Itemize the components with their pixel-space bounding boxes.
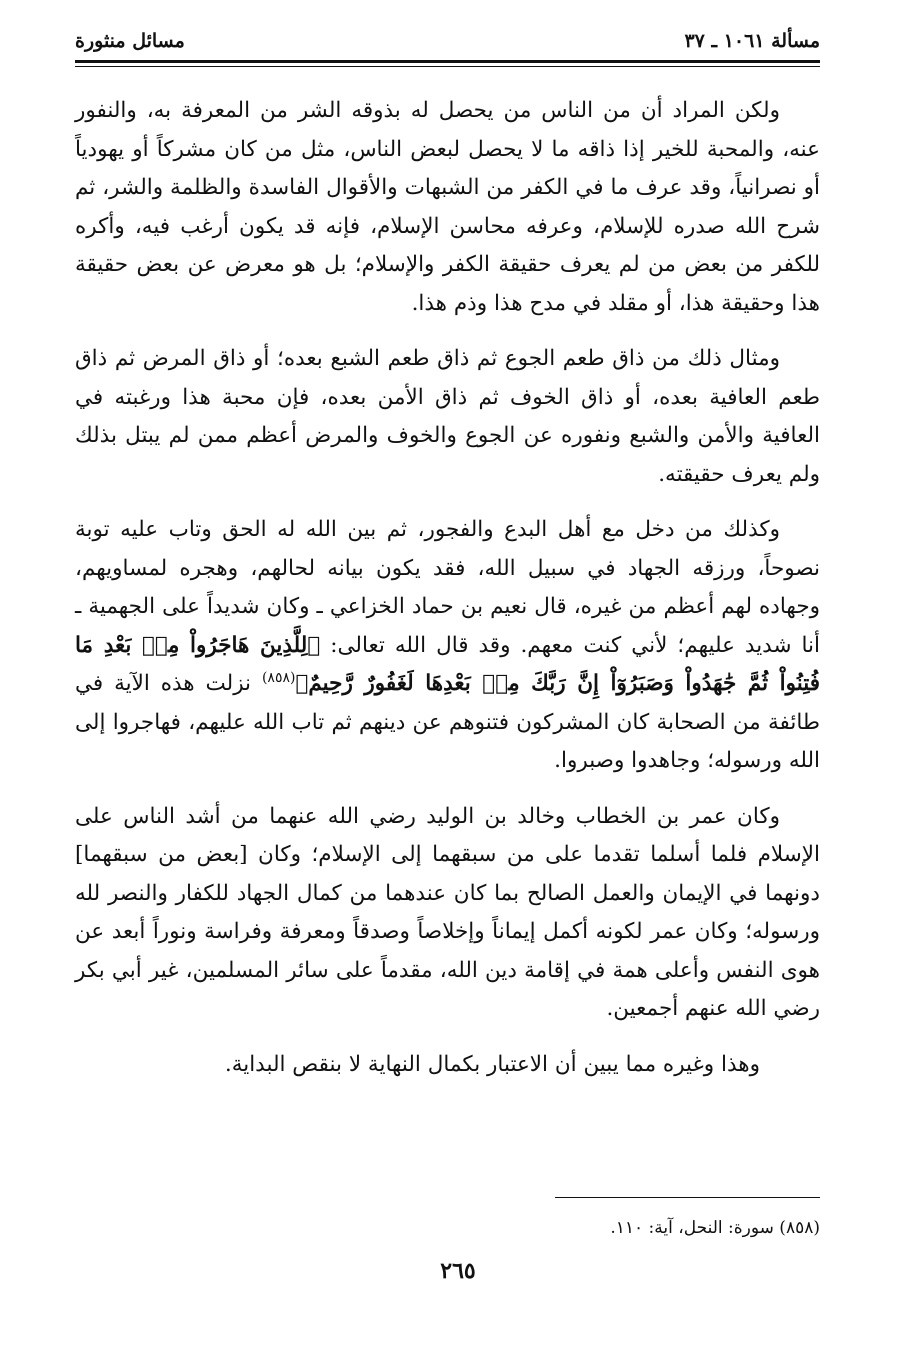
- quran-verse: ﴿لِلَّذِينَ هَاجَرُواْ مِنۢ بَعْدِ مَا فُتِنُواْ ثُمَّ جَٰهَدُواْ وَصَبَرُوٓاْ إِنَّ رَبَّكَ مِنۢ بَعْدِهَا لَغَفُورٌ رَّحِيمٌ﴾: [75, 632, 820, 696]
- main-text: [75, 92, 820, 1101]
- paragraph-3-intro: وكذلك من دخل مع أهل البدع والفجور، ثم بين الله له الحق وتاب عليه توبة نصوحاً، ورزقه الجهاد في سبيل الله، فقد يكون بيانه لحالهم، وهجره لمساويهم، وجهاده لهم أعظم من غيره، قال نعيم بن حماد الخزاعي ـ وكان شديداً على الجهمية ـ أنا شديد عليهم؛ لأني كنت معهم. وقد قال الله تعالى:: [75, 517, 820, 658]
- header-rule-thin: [75, 66, 820, 67]
- footnote-reference[interactable]: (٨٥٨): [261, 669, 296, 686]
- running-header: [75, 30, 820, 56]
- paragraph-2: ومثال ذلك من ذاق طعم الجوع ثم ذاق طعم الشبع بعده؛ أو ذاق المرض ثم ذاق طعم العافية بعده، أو ذاق الخوف ثم ذاق الأمن بعده، فإن محبة هذا ورغبته في العافية والأمن والشبع ونفوره عن الجوع والخوف والمرض أعظم ممن لم يبتل بذلك ولم يعرف حقيقته.: [75, 346, 820, 487]
- paragraph-3: [75, 511, 820, 781]
- footnote-separator: [555, 1197, 820, 1198]
- header-rule-thick: [75, 60, 820, 63]
- footnote: (٨٥٨) سورة: النحل، آية: ١١٠.: [610, 1218, 820, 1238]
- paragraph-5: وهذا وغيره مما يبين أن الاعتبار بكمال النهاية لا بنقص البداية.: [224, 1051, 760, 1077]
- book-title: مسائل منثورة: [75, 30, 185, 52]
- paragraph-4: وكان عمر بن الخطاب وخالد بن الوليد رضي الله عنهما من أشد الناس على الإسلام فلما أسلما تقدما على من سبقهما إلى الإسلام؛ وكان [بعض من سبقهما] دونهما في الإيمان والعمل الصالح بما كان عندهما من كمال الجهاد للكفار والنصر لله ورسوله؛ وكان عمر لكونه أكمل إيماناً وإخلاصاً وصدقاً ومعرفة وفراسة ونوراً أبعد عن هوى النفس وأعلى همة في إقامة دين الله، مقدماً على سائر المسلمين، غير أبي بكر رضي الله عنهم أجمعين.: [75, 803, 820, 1021]
- page-number: ٢٦٥: [440, 1258, 476, 1284]
- paragraph-3-conclusion: نزلت هذه الآية في طائفة من الصحابة كان المشركون فتنوهم عن دينهم ثم تاب الله عليهم، فهاجروا إلى الله ورسوله؛ وجاهدوا وصبروا.: [75, 671, 820, 773]
- section-title: مسألة ١٠٦١ ـ ٣٧: [684, 30, 820, 52]
- paragraph-1: ولكن المراد أن من الناس من يحصل له بذوقه الشر من المعرفة به، والنفور عنه، والمحبة للخير إذا ذاقه ما لا يحصل لبعض الناس، مثل من كان مشركاً أو يهودياً أو نصرانياً، وقد عرف ما في الكفر من الشبهات والأقوال الفاسدة والظلمة والشر، ثم شرح الله صدره للإسلام، وعرفه محاسن الإسلام، فإنه قد يكون أرغب فيه، وأكره للكفر من بعض من لم يعرف حقيقة الكفر والإسلام؛ بل هو معرض عن بعض حقيقة هذا وحقيقة هذا، أو مقلد في مدح هذا وذم هذا.: [75, 98, 820, 316]
